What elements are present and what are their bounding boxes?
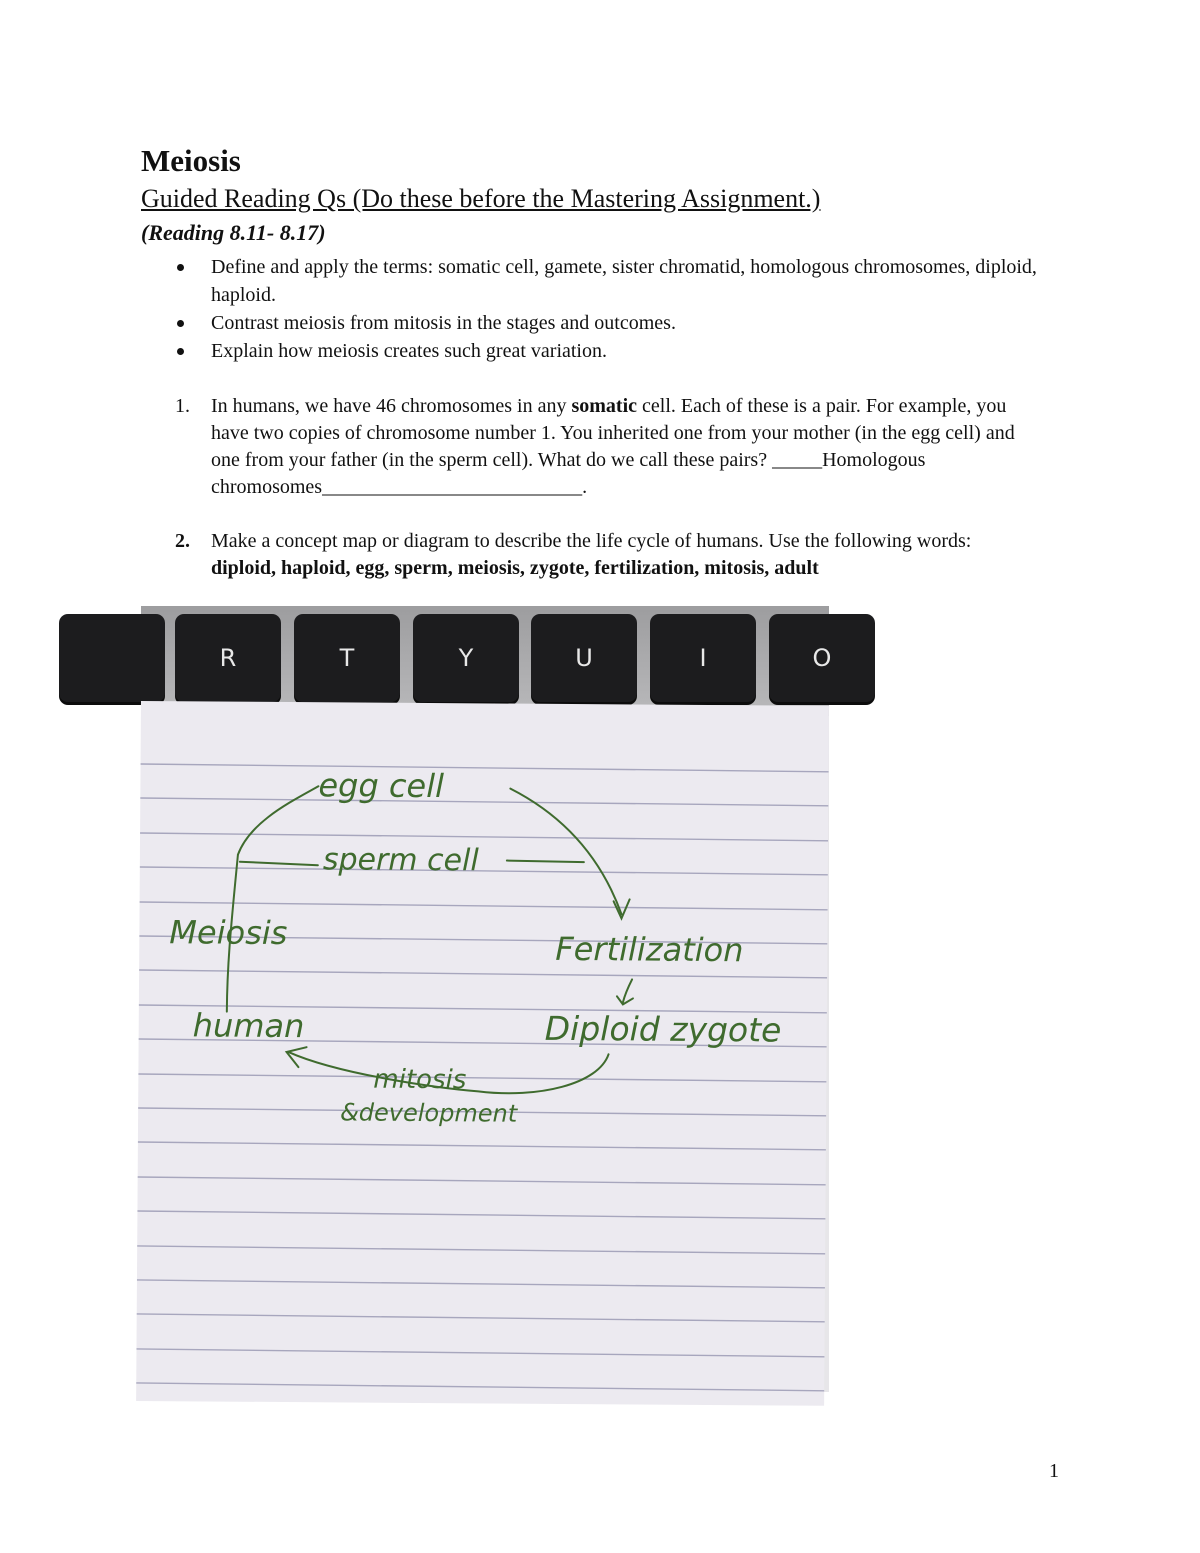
question-text-part: Make a concept map or diagram to describe the life cycle of humans. Use the following words: xyxy=(211,530,972,552)
key-i: I xyxy=(650,614,756,702)
handwriting-fertilization: Fertilization xyxy=(555,929,744,970)
key-y: Y xyxy=(413,614,519,702)
objective-item: Contrast meiosis from mitosis in the stages and outcomes. xyxy=(141,309,1041,337)
question-word-list: diploid, haploid, egg, sperm, meiosis, zygote, fertilization, mitosis, adult xyxy=(211,557,819,579)
concept-map-photo xyxy=(141,606,832,1392)
handwriting-diploid-zygote: Diploid zygote xyxy=(544,1008,782,1050)
handwriting-development: &development xyxy=(340,1098,518,1128)
reading-reference: (Reading 8.11- 8.17) xyxy=(141,220,326,245)
objectives-list xyxy=(141,253,1041,365)
lined-paper xyxy=(136,701,829,1406)
handwriting-meiosis: Meiosis xyxy=(169,913,288,953)
key-t: T xyxy=(294,614,400,702)
key-partial xyxy=(59,614,165,702)
handwriting-mitosis: mitosis xyxy=(373,1064,467,1096)
keyboard-background xyxy=(141,606,832,716)
handwriting-human: human xyxy=(192,1006,305,1046)
question-2 xyxy=(141,528,1041,582)
question-number: 2. xyxy=(175,530,190,552)
key-u: U xyxy=(531,614,637,702)
handwriting-sperm-cell: sperm cell xyxy=(322,842,479,879)
page-subtitle: Guided Reading Qs (Do these before the Mastering Assignment.) xyxy=(141,184,821,213)
page-title: Meiosis xyxy=(141,143,241,178)
objective-item: Explain how meiosis creates such great variation. xyxy=(141,337,1041,365)
handwriting-egg-cell: egg cell xyxy=(318,766,445,806)
objective-item: Define and apply the terms: somatic cell, gamete, sister chromatid, homologous chromosomes, diploid, haploid. xyxy=(141,253,1041,309)
question-text xyxy=(211,393,1041,501)
key-r: R xyxy=(175,614,281,702)
question-text-part: In humans, we have 46 chromosomes in any xyxy=(211,395,572,417)
question-text-part: cell. Each of these is a pair. For example, you have two copies of chromosome number 1. You inherited one from your mother (in the egg cell) and one from your father (in the sperm cell). What do we call these pairs? _____Homologous chromosomes__________________________. xyxy=(211,395,1015,498)
paper-lines xyxy=(136,701,829,1406)
question-bold-term: somatic xyxy=(571,395,638,417)
question-number: 1. xyxy=(175,395,190,417)
page-number: 1 xyxy=(1049,1460,1059,1482)
question-text xyxy=(211,528,1041,582)
key-o: O xyxy=(769,614,875,702)
question-1 xyxy=(141,393,1041,501)
